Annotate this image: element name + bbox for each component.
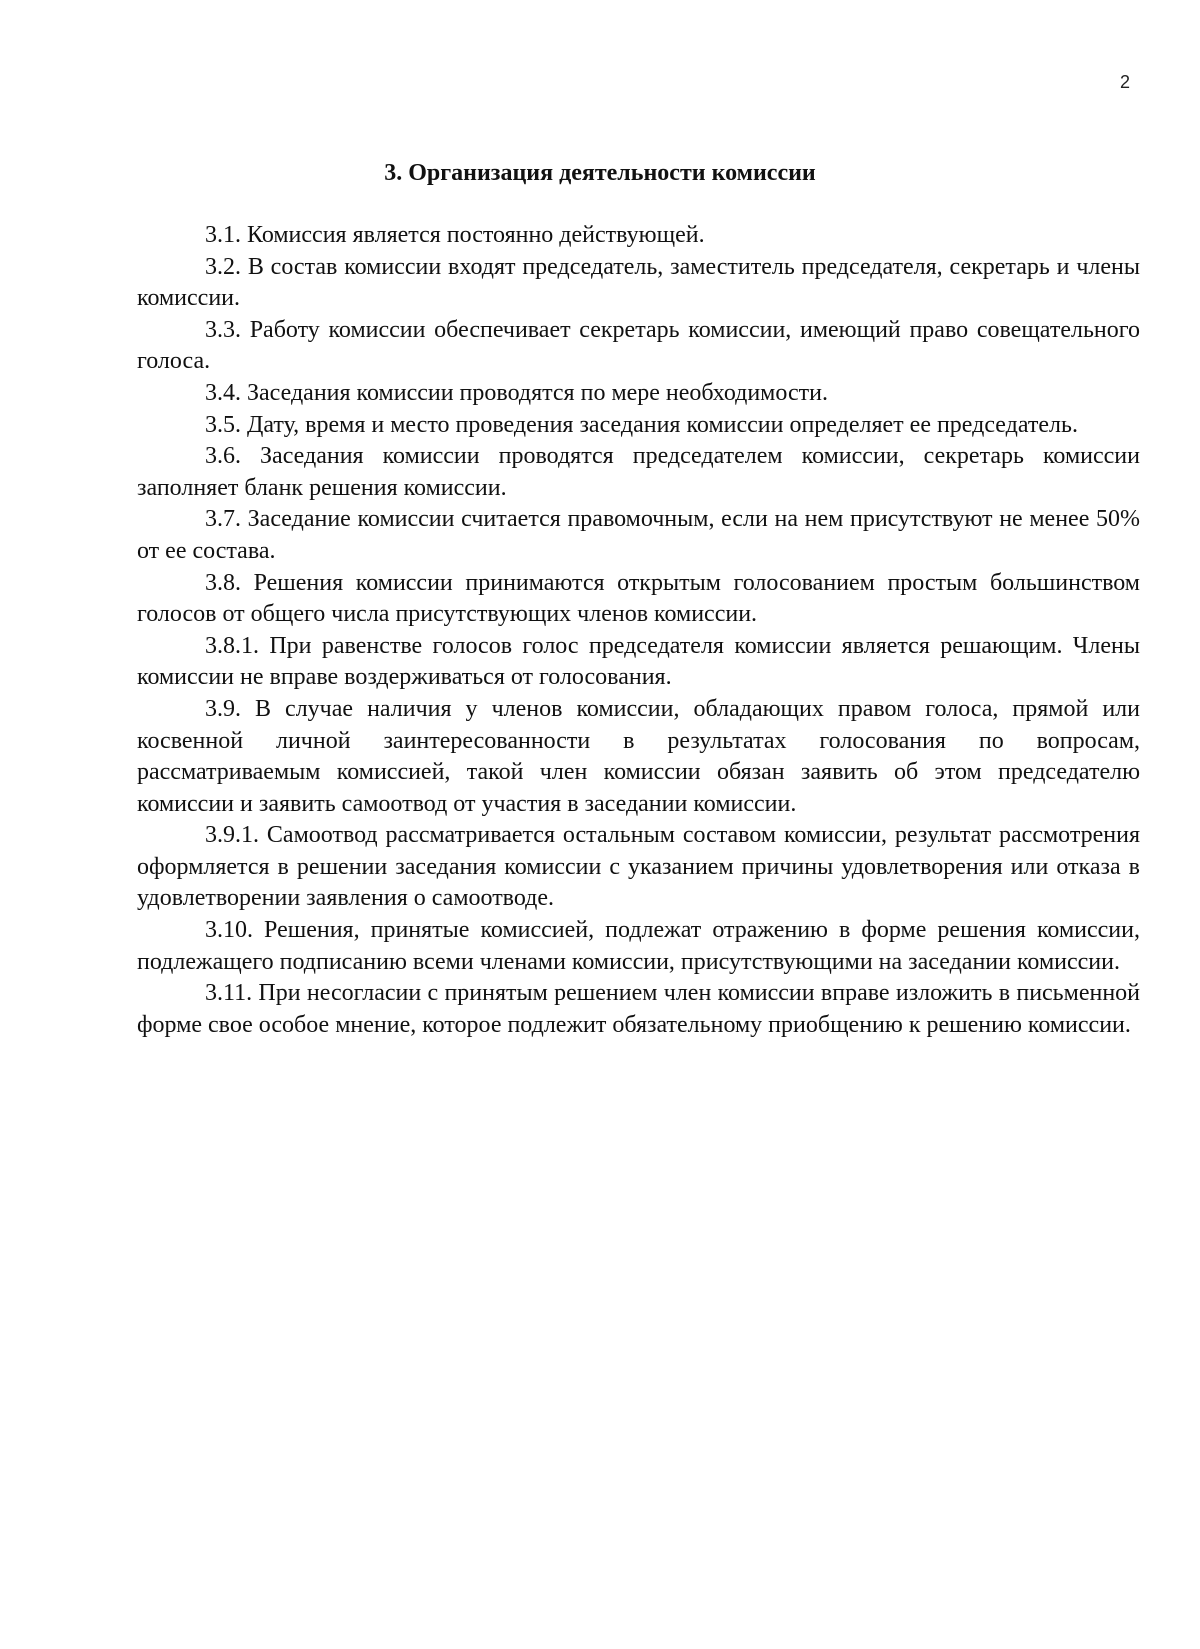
paragraph-3-2: 3.2. В состав комиссии входят председатель, заместитель председателя, секретарь и члены комиссии. (137, 253, 1140, 312)
paragraph-3-8-1: 3.8.1. При равенстве голосов голос председателя комиссии является решающим. Члены комиссии не вправе воздерживаться от голосования. (137, 632, 1140, 691)
section-body (137, 220, 1140, 1041)
paragraph-3-11: 3.11. При несогласии с принятым решением член комиссии вправе изложить в письменной форме свое особое мнение, которое подлежит обязательному приобщению к решению комиссии. (137, 980, 1140, 1038)
section-title: 3. Организация деятельности комиссии (384, 160, 816, 186)
paragraph-3-10: 3.10. Решения, принятые комиссией, подлежат отражению в форме решения комиссии, подлежащего подписанию всеми членами комиссии, присутствующими на заседании комиссии. (137, 917, 1140, 975)
paragraph-3-9: 3.9. В случае наличия у членов комиссии, обладающих правом голоса, прямой или косвенной личной заинтересованности в результатах голосования по вопросам, рассматриваемым комиссией, такой член комиссии обязан заявить об этом председателю комиссии и заявить самоотвод от участия в заседании комиссии. (137, 695, 1140, 817)
paragraph-3-8: 3.8. Решения комиссии принимаются открытым голосованием простым большинством голосов от общего числа присутствующих членов комиссии. (137, 569, 1140, 628)
paragraph-3-7: 3.7. Заседание комиссии считается правомочным, если на нем присутствуют не менее 50% от ее состава. (137, 506, 1140, 564)
paragraph-3-9-1: 3.9.1. Самоотвод рассматривается остальным составом комиссии, результат рассмотрения оформляется в решении заседания комиссии с указанием причины удовлетворения или отказа в удовлетворении заявления о самоотводе. (137, 822, 1140, 912)
paragraph-3-1: 3.1. Комиссия является постоянно действующей. (205, 222, 705, 248)
page-number: 2 (1119, 72, 1130, 92)
paragraph-3-3: 3.3. Работу комиссии обеспечивает секретарь комиссии, имеющий право совещательного голоса. (137, 316, 1140, 375)
paragraph-3-6: 3.6. Заседания комиссии проводятся председателем комиссии, секретарь комиссии заполняет бланк решения комиссии. (137, 443, 1140, 501)
paragraph-3-4: 3.4. Заседания комиссии проводятся по мере необходимости. (205, 379, 828, 406)
paragraph-3-5: 3.5. Дату, время и место проведения заседания комиссии определяет ее председатель. (205, 411, 1078, 438)
